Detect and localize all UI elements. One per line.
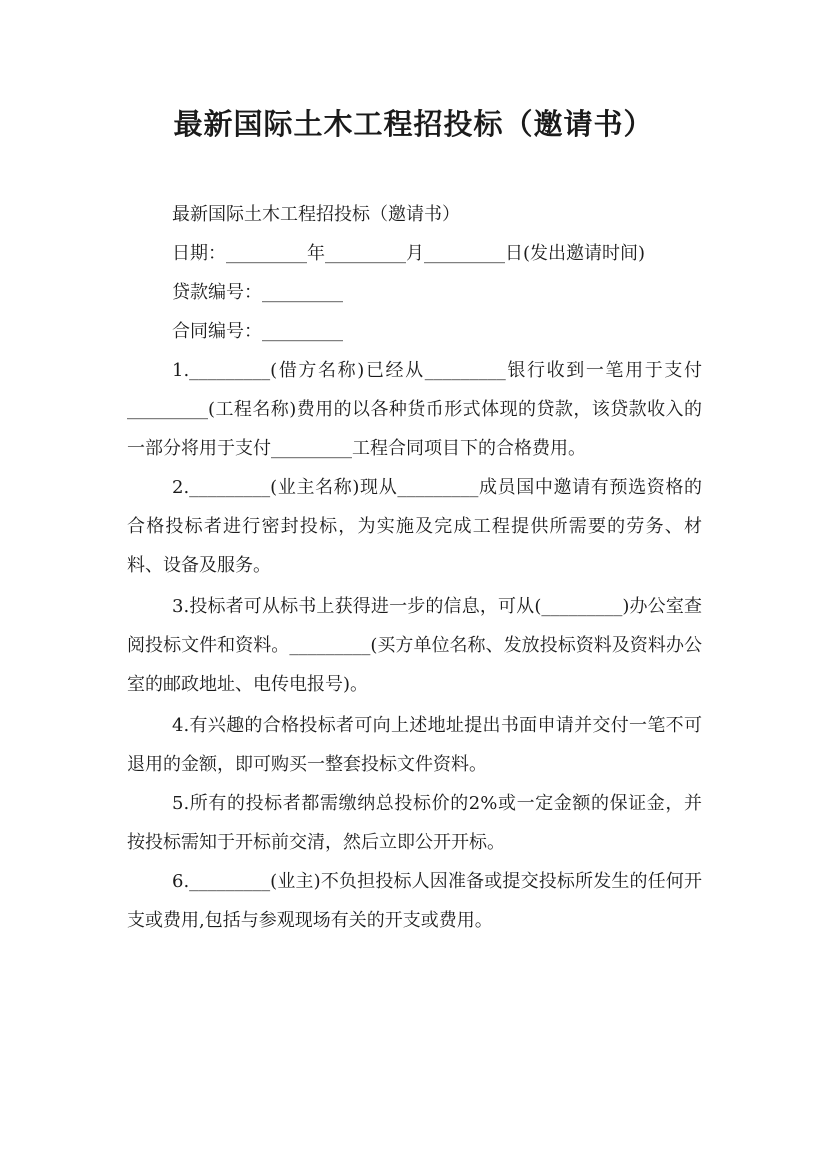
paragraph-item-6: 6._________(业主)不负担投标人因准备或提交投标所发生的任何开支或费用,包括与参观现场有关的开支或费用。 [127,871,702,931]
paragraph-item-3: 3.投标者可从标书上获得进一步的信息，可从(_________)办公室查阅投标文件和资料。_________(买方单位名称、发放投标资料及资料办公室的邮政地址、电传电报号)。 [127,596,702,695]
paragraph-contract-number: 合同编号：_________ [172,321,343,342]
document-body [127,195,702,940]
paragraph-item-2: 2._________(业主名称)现从_________成员国中邀请有预选资格的合格投标者进行密封投标，为实施及完成工程提供所需要的劳务、材料、设备及服务。 [127,477,702,576]
document-title: 最新国际土木工程招投标（邀请书） [173,107,654,141]
paragraph-item-4: 4.有兴趣的合格投标者可向上述地址提出书面申请并交付一笔不可退用的金额，即可购买一整套投标文件资料。 [127,715,702,775]
paragraph-loan-number: 贷款编号：_________ [172,282,343,303]
paragraph-item-1: 1._________(借方名称)已经从_________银行收到一笔用于支付_________(工程名称)费用的以各种货币形式体现的贷款，该贷款收入的一部分将用于支付_________工程合同项目下的合格费用。 [127,360,702,459]
paragraph-item-5: 5.所有的投标者都需缴纳总投标价的2%或一定金额的保证金，并按投标需知于开标前交清，然后立即公开开标。 [127,793,702,853]
paragraph-subtitle: 最新国际土木工程招投标（邀请书） [172,204,460,225]
paragraph-date: 日期：_________年_________月_________日(发出邀请时间) [172,243,646,264]
